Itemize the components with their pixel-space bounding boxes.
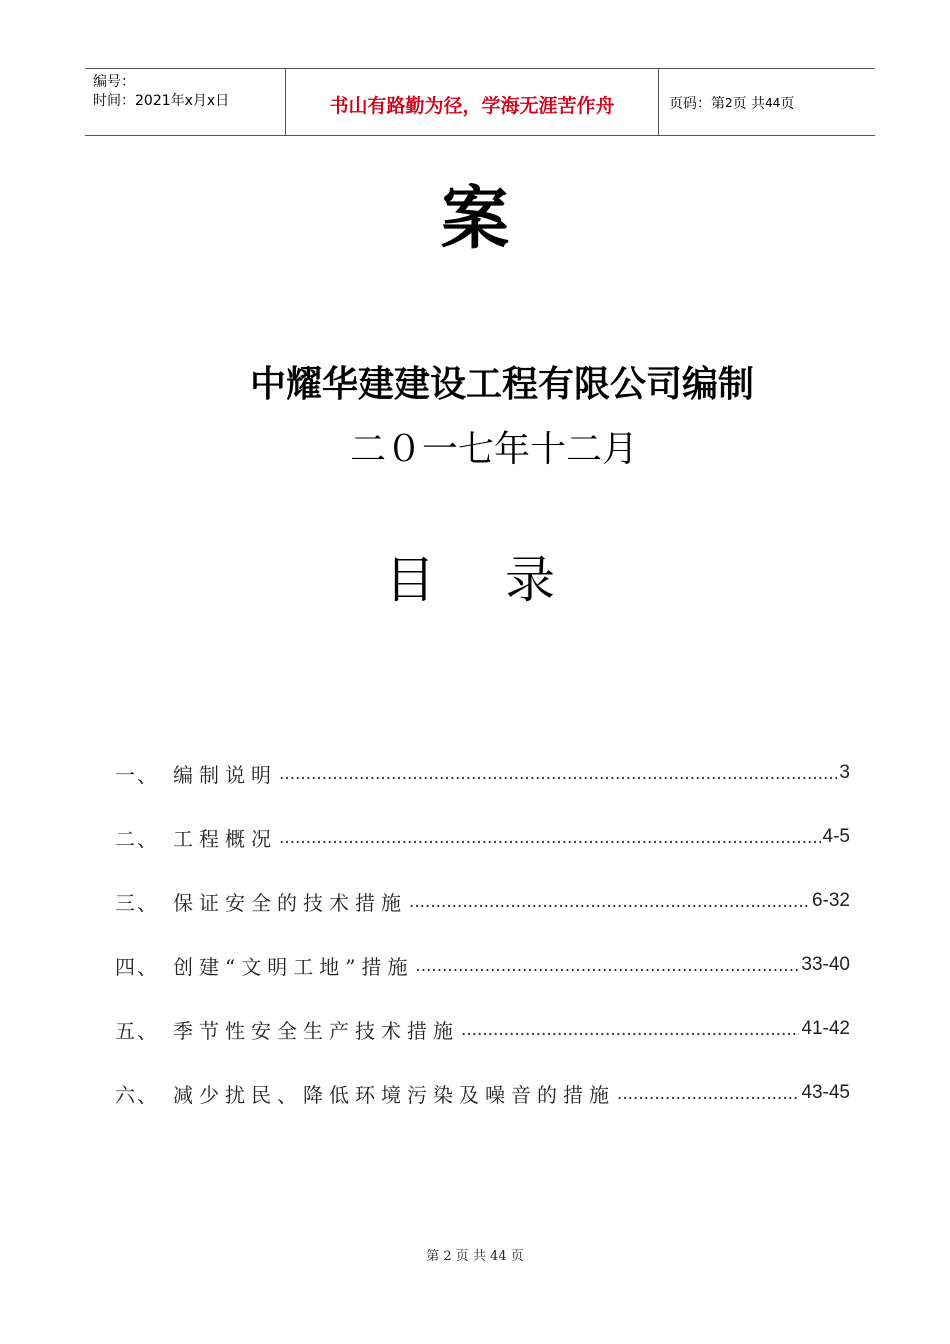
toc-page: 33-40 bbox=[801, 954, 850, 975]
toc-leader bbox=[279, 764, 837, 783]
time-label: 时间：2021年x月x日 bbox=[93, 93, 230, 109]
toc-entry[interactable] bbox=[115, 1075, 850, 1111]
toc-entry[interactable] bbox=[115, 883, 850, 919]
toc-leader bbox=[409, 892, 810, 911]
toc-leader bbox=[617, 1084, 799, 1103]
toc-page: 3 bbox=[839, 762, 850, 783]
title-fragment: 案 bbox=[440, 180, 509, 259]
page-header bbox=[85, 68, 875, 136]
toc-label: 季节性安全生产技术措施 bbox=[173, 1018, 459, 1043]
toc-leader bbox=[279, 828, 821, 847]
page-footer: 第 2 页 共 44 页 bbox=[426, 1249, 524, 1264]
document-date: 二０一七年十二月 bbox=[350, 429, 639, 470]
toc-leader bbox=[461, 1020, 799, 1039]
toc-page: 41-42 bbox=[801, 1018, 850, 1039]
toc-number: 四、 bbox=[115, 954, 159, 979]
toc-label: 保证安全的技术措施 bbox=[173, 890, 407, 915]
code-label: 编号： bbox=[93, 74, 135, 90]
page-suffix: 页 bbox=[780, 96, 795, 112]
toc-leader bbox=[415, 956, 799, 975]
toc-entry[interactable] bbox=[115, 755, 850, 791]
company-name: 中耀华建建设工程有限公司编制 bbox=[250, 364, 755, 405]
toc-entry[interactable] bbox=[115, 1011, 850, 1047]
toc-heading-char-1: 目 bbox=[385, 551, 435, 609]
page-mid: 页 共 bbox=[732, 96, 766, 112]
toc-page: 4-5 bbox=[822, 826, 850, 847]
toc-number: 二、 bbox=[115, 826, 159, 851]
header-page-info bbox=[659, 69, 875, 135]
toc-heading-char-2: 录 bbox=[505, 551, 555, 609]
toc-entry[interactable] bbox=[115, 819, 850, 855]
header-meta bbox=[85, 69, 286, 135]
toc-number: 三、 bbox=[115, 890, 159, 915]
header-motto: 书山有路勤为径，学海无涯苦作舟 bbox=[286, 69, 659, 135]
toc-page: 6-32 bbox=[811, 890, 850, 911]
toc-label: 减少扰民、降低环境污染及噪音的措施 bbox=[173, 1082, 615, 1107]
toc-number: 六、 bbox=[115, 1082, 159, 1107]
toc-heading bbox=[385, 548, 555, 612]
toc-number: 一、 bbox=[115, 762, 159, 787]
page-prefix: 页码：第 bbox=[669, 96, 725, 112]
toc-number: 五、 bbox=[115, 1018, 159, 1043]
toc-page: 43-45 bbox=[801, 1082, 850, 1103]
toc-label: 创建“文明工地”措施 bbox=[173, 954, 414, 979]
toc-entry[interactable] bbox=[115, 947, 850, 983]
toc-label: 编制说明 bbox=[173, 762, 277, 787]
page-total: 44 bbox=[765, 96, 781, 110]
toc-label: 工程概况 bbox=[173, 826, 277, 851]
page-number: 2 bbox=[725, 96, 733, 110]
